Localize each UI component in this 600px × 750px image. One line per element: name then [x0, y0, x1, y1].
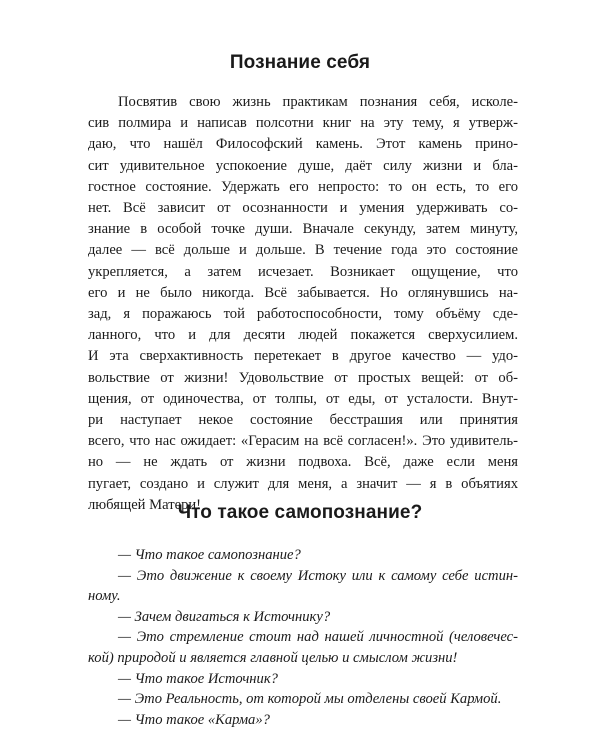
paragraph-line: И эта сверхактивность перетекает в другое качество — удо-	[88, 348, 518, 365]
paragraph-line: сив полмира и написав полсотни книг на эту тему, я утверж-	[88, 115, 518, 132]
paragraph-line: укрепляется, а затем исчезает. Возникает ощущение, что	[88, 263, 518, 280]
section-title-what-is-self-knowledge: Что такое самопознание?	[177, 502, 423, 523]
dialogue-line: ному.	[88, 588, 121, 605]
paragraph-line: зад, я поражаюсь той работоспособности, тому объёму сде-	[88, 306, 518, 323]
paragraph-line: любящей Матери!	[88, 496, 202, 513]
dialogue-line: — Что такое «Карма»?	[118, 711, 270, 728]
paragraph-self-knowledge	[88, 92, 518, 516]
paragraph-line: нет. Всё зависит от осознанности и умения удерживать со-	[88, 200, 518, 217]
paragraph-line: но — не ждать от жизни подвоха. Всё, даже если меня	[88, 454, 518, 471]
dialogue-line: — Это стремление стоит над нашей личностной (человечес-	[118, 629, 518, 646]
paragraph-line: всего, что нас ожидает: «Герасим на всё согласен!». Это удивитель-	[88, 433, 518, 450]
dialogue-line: — Что такое Источник?	[118, 670, 278, 687]
dialogue-line: — Зачем двигаться к Источнику?	[118, 608, 331, 625]
paragraph-line: пугает, создано и служит для меня, а значит — я в объятиях	[88, 475, 518, 492]
paragraph-line: даю, что нашёл Философский камень. Этот камень прино-	[88, 136, 518, 153]
paragraph-line: его и не было никогда. Всё забывается. Но оглянувшись на-	[88, 284, 518, 301]
dialogue-line: — Это движение к своему Истоку или к самому себе истин-	[118, 567, 518, 584]
paragraph-line: сит удивительное успокоение душе, даёт силу жизни и бла-	[88, 157, 518, 174]
section-title-self-knowledge: Познание себя	[229, 52, 371, 73]
dialogue-line: кой) природой и является главной целью и смыслом жизни!	[88, 649, 458, 666]
paragraph-line: ланного, что и для десяти людей покажется сверхусилием.	[88, 327, 518, 344]
paragraph-line: знание в особой точке души. Вначале секунду, затем минуту,	[88, 221, 518, 238]
paragraph-line: далее — всё дольше и дольше. В течение года это состояние	[88, 242, 518, 259]
dialogue-line: — Это Реальность, от которой мы отделены своей Кармой.	[118, 691, 502, 708]
paragraph-line: гостное состояние. Удержать его непросто: то он есть, то его	[88, 178, 518, 195]
paragraph-line: щения, от одиночества, от толпы, от еды, от усталости. Внут-	[88, 390, 518, 407]
dialogue-block	[88, 545, 518, 730]
paragraph-line: вольствие от жизни! Удовольствие от простых вещей: от об-	[88, 369, 518, 386]
dialogue-line: — Что такое самопознание?	[118, 547, 301, 563]
paragraph-line: Посвятив свою жизнь практикам познания себя, исколе-	[118, 94, 518, 110]
paragraph-line: ри наступает некое состояние бесстрашия или принятия	[88, 412, 518, 429]
